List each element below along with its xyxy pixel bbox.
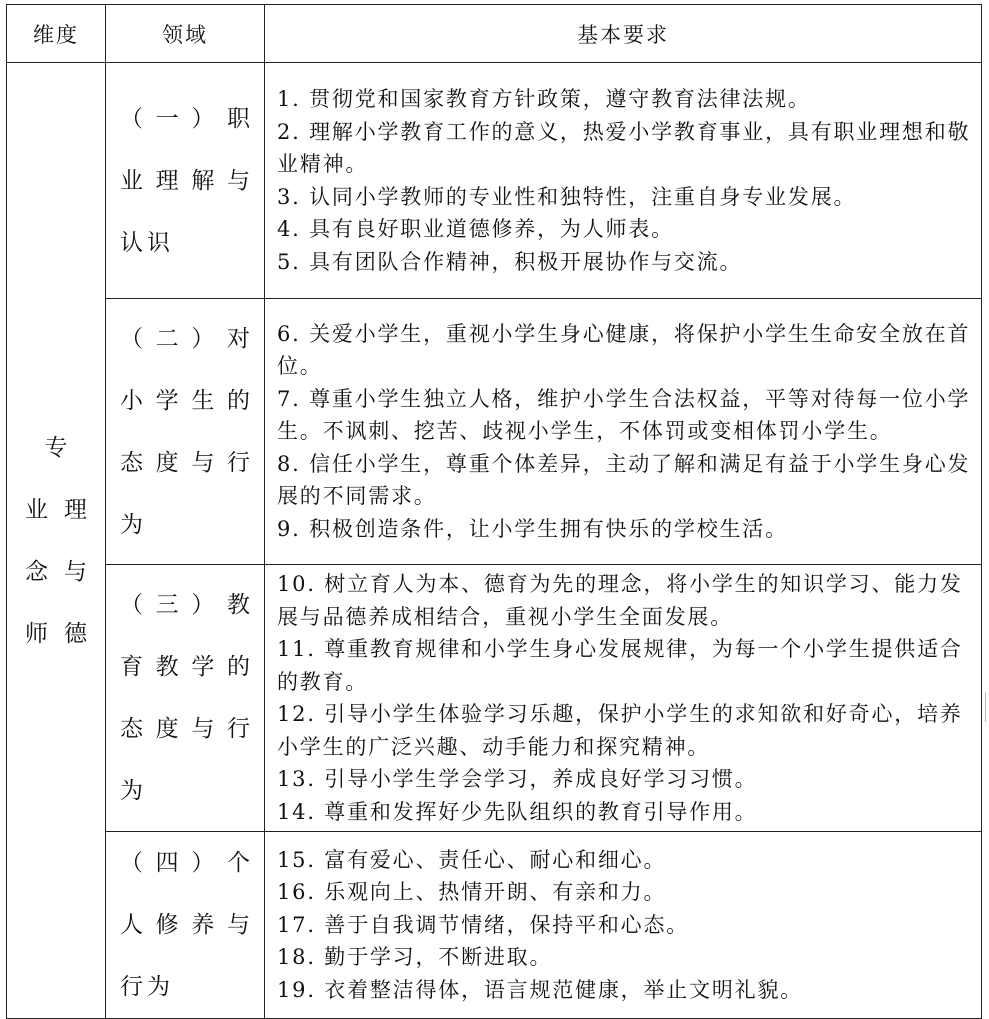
standards-table [6, 4, 982, 1019]
requirement-item: 11. 尊重教育规律和小学生身心发展规律，为每一个小学生提供适合的教育。 [277, 637, 963, 694]
requirement-item: 1. 贯彻党和国家教育方针政策，遵守教育法律法规。 [277, 87, 811, 111]
table-row [7, 299, 982, 565]
dimension-line: 专 [44, 434, 84, 461]
requirement-item: 15. 富有爱心、责任心、耐心和细心。 [277, 847, 667, 872]
field-cell [106, 565, 265, 832]
field-label: （三）教育教学的态度与行为 [120, 592, 254, 804]
page-edge-mark [985, 692, 986, 722]
dimension-line: 业理 [25, 496, 103, 523]
dimension-line: 师德 [25, 620, 103, 647]
header-field: 领域 [106, 5, 265, 63]
requirements-cell [265, 832, 982, 1019]
requirement-item: 2. 理解小学教育工作的意义，热爱小学教育事业，具有职业理想和敬业精神。 [277, 119, 971, 176]
field-cell [106, 299, 265, 565]
field-cell [106, 832, 265, 1019]
header-dimension: 维度 [7, 5, 106, 63]
requirements-cell [265, 63, 982, 299]
field-cell [106, 63, 265, 299]
requirement-item: 18. 勤于学习，不断进取。 [277, 945, 553, 970]
requirement-item: 14. 尊重和发挥好少先队组织的教育引导作用。 [277, 799, 758, 824]
table-row [7, 832, 982, 1019]
header-row [7, 5, 982, 63]
requirement-item: 16. 乐观向上、热情开朗、有亲和力。 [277, 880, 667, 905]
requirement-item: 8. 信任小学生，尊重个体差异，主动了解和满足有益于小学生身心发展的不同需求。 [277, 451, 971, 509]
table-row [7, 565, 982, 832]
field-label: （一）职业理解与认识 [120, 105, 254, 256]
requirements-cell [265, 565, 982, 832]
requirement-item: 3. 认同小学教师的专业性和独特性，注重自身专业发展。 [277, 184, 857, 209]
dimension-line: 念与 [25, 558, 103, 585]
requirement-item: 12. 引导小学生体验学习乐趣，保护小学生的求知欲和好奇心，培养小学生的广泛兴趣、动手能力和探究精神。 [277, 702, 963, 759]
dimension-cell [7, 63, 106, 1019]
requirement-item: 10. 树立育人为本、德育为先的理念，将小学生的知识学习、能力发展与品德养成相结合，重视小学生全面发展。 [277, 572, 963, 629]
requirement-item: 4. 具有良好职业道德修养，为人师表。 [277, 217, 674, 241]
requirement-item: 6. 关爱小学生，重视小学生身心健康，将保护小学生生命安全放在首位。 [277, 321, 971, 379]
requirement-item: 5. 具有团队合作精神，积极开展协作与交流。 [277, 249, 743, 274]
field-label: （二）对小学生的态度与行为 [120, 325, 254, 538]
header-requirements: 基本要求 [265, 5, 982, 63]
requirement-item: 9. 积极创造条件，让小学生拥有快乐的学校生活。 [277, 516, 788, 541]
requirements-cell [265, 299, 982, 565]
requirement-item: 17. 善于自我调节情绪，保持平和心态。 [277, 912, 690, 937]
requirement-item: 19. 衣着整洁得体，语言规范健康，举止文明礼貌。 [277, 977, 804, 1002]
field-label: （四）个人修养与行为 [120, 850, 254, 1000]
table-row [7, 63, 982, 299]
requirement-item: 7. 尊重小学生独立人格，维护小学生合法权益，平等对待每一位小学生。不讽刺、挖苦、歧视小学生，不体罚或变相体罚小学生。 [277, 386, 971, 444]
requirement-item: 13. 引导小学生学会学习，养成良好学习习惯。 [277, 767, 758, 791]
